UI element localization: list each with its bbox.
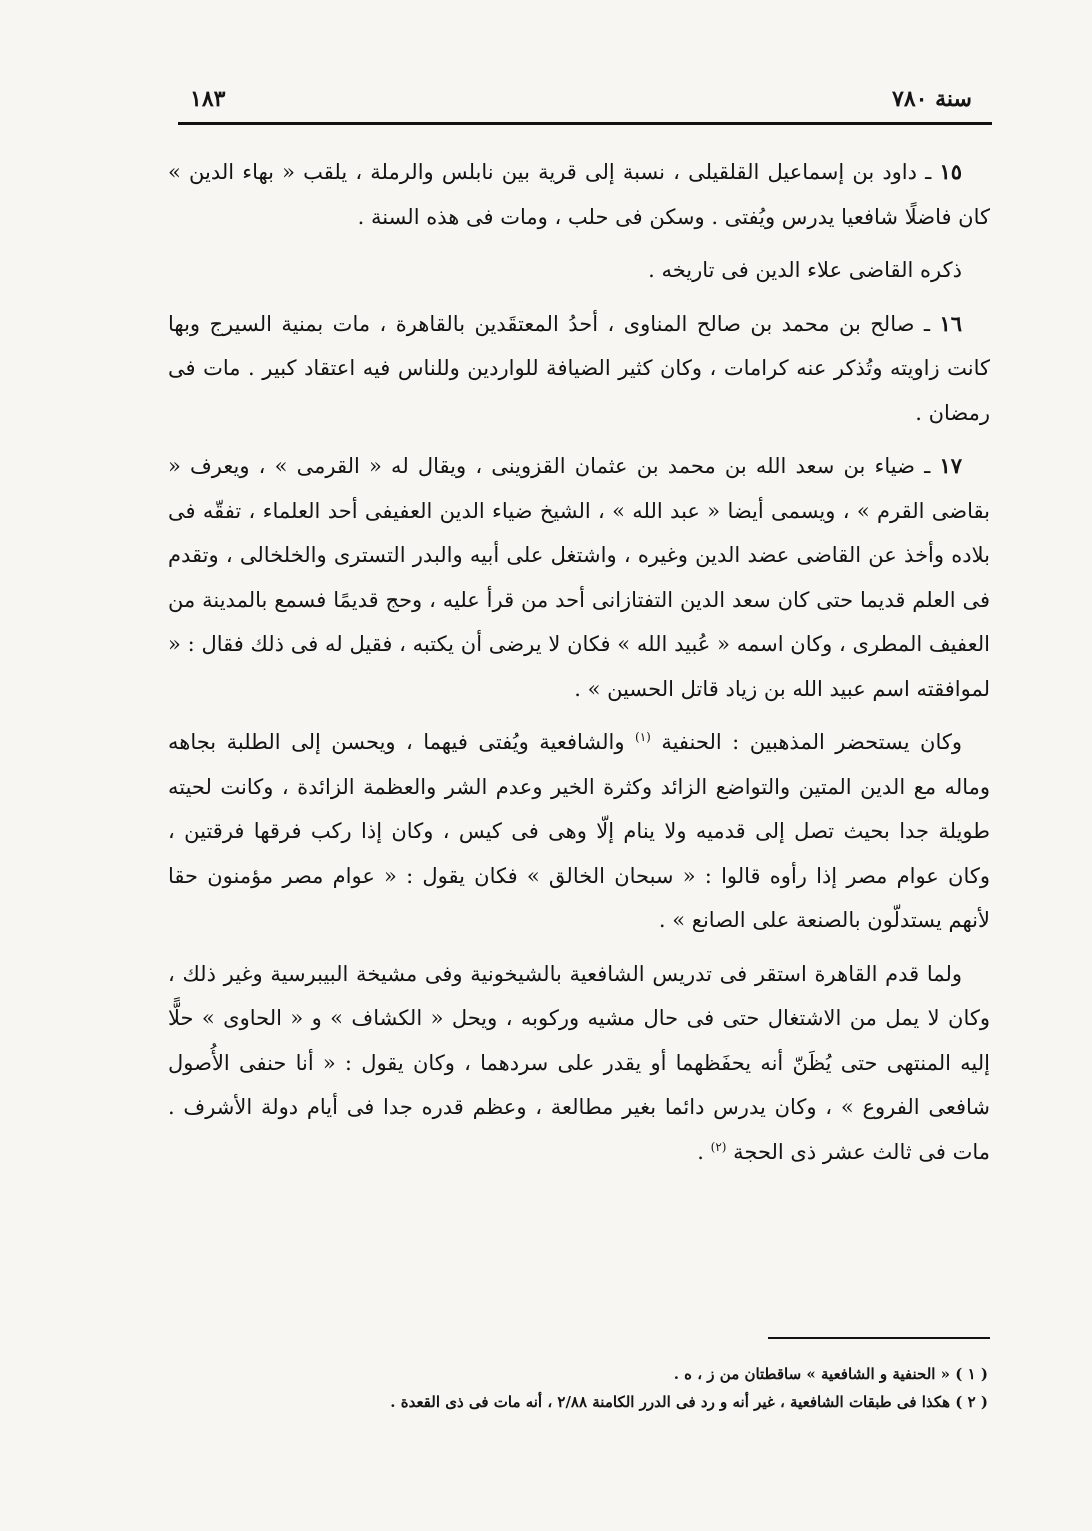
footnote-text: « الحنفية و الشافعية » ساقطتان من ز ، ه . xyxy=(673,1365,951,1383)
page-number: ١٨٣ xyxy=(190,86,226,112)
paragraph-text: وكان يستحضر المذهبين : الحنفية xyxy=(661,730,962,754)
entry-text: ذكره القاضى علاء الدين فى تاريخه . xyxy=(648,258,962,282)
paragraph-madhhab xyxy=(168,720,990,943)
entry-16 xyxy=(168,302,990,436)
entry-number: ١٧ xyxy=(939,453,962,478)
paragraph-text: ولما قدم القاهرة استقر فى تدريس الشافعية بالشيخونية وفى مشيخة البيبرسية وغير ذلك ، وكان لا يمل من الاشتغال حتى فى حال مشيه وركوبه ، ويحل « الكشاف » و « الحاوى » حلًّا إليه المنتهى حتى يُظَنّ أنه يحفَظهما أو يقدر على سردهما ، وكان يقول : « أنا حنفى الأُصول شافعى الفروع » ، وكان يدرس دائما بغير مطالعة ، وعظم قدره جدا فى أيام دولة الأشرف . مات فى ثالث عشر ذى الحجة xyxy=(168,961,990,1164)
footnote-marker: ( ١ ) xyxy=(955,1365,988,1383)
entry-15 xyxy=(168,150,990,239)
entry-number: ١٥ xyxy=(939,159,962,184)
paragraph-text: . xyxy=(697,1139,704,1164)
entry-17 xyxy=(168,444,990,711)
main-text xyxy=(168,150,990,1183)
paragraph-cairo xyxy=(168,952,990,1175)
footnote-2 xyxy=(220,1388,988,1416)
entry-number: ١٦ xyxy=(939,310,962,336)
footnote-rule xyxy=(768,1337,990,1339)
entry-15-source xyxy=(168,248,990,293)
header-rule xyxy=(178,122,992,125)
entry-text: ـ صالح بن محمد بن صالح المناوى ، أحدُ المعتقَدين بالقاهرة ، مات بمنية السيرج وبها كانت زاويته وتُذكر عنه كرامات ، وكان كثير الضيافة للواردين وللناس فيه اعتقاد كبير . مات فى رمضان . xyxy=(168,311,990,425)
entry-text: ـ ضياء بن سعد الله بن محمد بن عثمان القزوينى ، ويقال له « القرمى » ، ويعرف « بقاضى القرم » ، ويسمى أيضا « عبد الله » ، الشيخ ضياء الدين العفيفى أحد العلماء ، تفقّه فى بلاده وأخذ عن القاضى عضد الدين وغيره ، واشتغل على أبيه والبدر التسترى والخلخالى ، وتقدم فى العلم قديما حتى كان سعد الدين التفتازانى أحد من قرأ عليه ، وحج قديمًا فسمع بالمدينة من العفيف المطرى ، وكان اسمه « عُبيد الله » فكان لا يرضى أن يكتبه ، فقيل له فى ذلك فقال : « لموافقته اسم عبيد الله بن زياد قاتل الحسين » . xyxy=(168,454,990,701)
page-header xyxy=(178,78,992,122)
footnote-ref-1[interactable]: (١) xyxy=(635,730,651,744)
paragraph-text: والشافعية ويُفتى فيهما ، ويحسن إلى الطلبة بجاهه وماله مع الدين المتين والتواضع الزائد وكثرة الخير وعدم الشر والعظمة الزائدة ، وكانت لحيته طويلة جدا بحيث تصل إلى قدميه ولا ينام إلّا وهى فى كيس ، وكان إذا ركب فرقها فرقتين ، وكان عوام مصر إذا رأوه قالوا : « سبحان الخالق » فكان يقول : « عوام مصر مؤمنون حقا لأنهم يستدلّون بالصنعة على الصانع » . xyxy=(168,730,990,932)
footnote-text: هكذا فى طبقات الشافعية ، غير أنه و رد فى الدرر الكامنة ٢/٨٨ ، أنه مات فى ذى القعدة . xyxy=(390,1393,951,1411)
footnote-ref-2[interactable]: (٢) xyxy=(710,1139,727,1154)
footnotes xyxy=(220,1360,988,1416)
year-heading: سنة ٧٨٠ xyxy=(892,86,972,112)
footnote-1 xyxy=(220,1360,988,1388)
entry-text: ـ داود بن إسماعيل القلقيلى ، نسبة إلى قرية بين نابلس والرملة ، يلقب « بهاء الدين » كان فاضلًا شافعيا يدرس ويُفتى . وسكن فى حلب ، ومات فى هذه السنة . xyxy=(168,160,990,229)
footnote-marker: ( ٢ ) xyxy=(955,1393,988,1411)
